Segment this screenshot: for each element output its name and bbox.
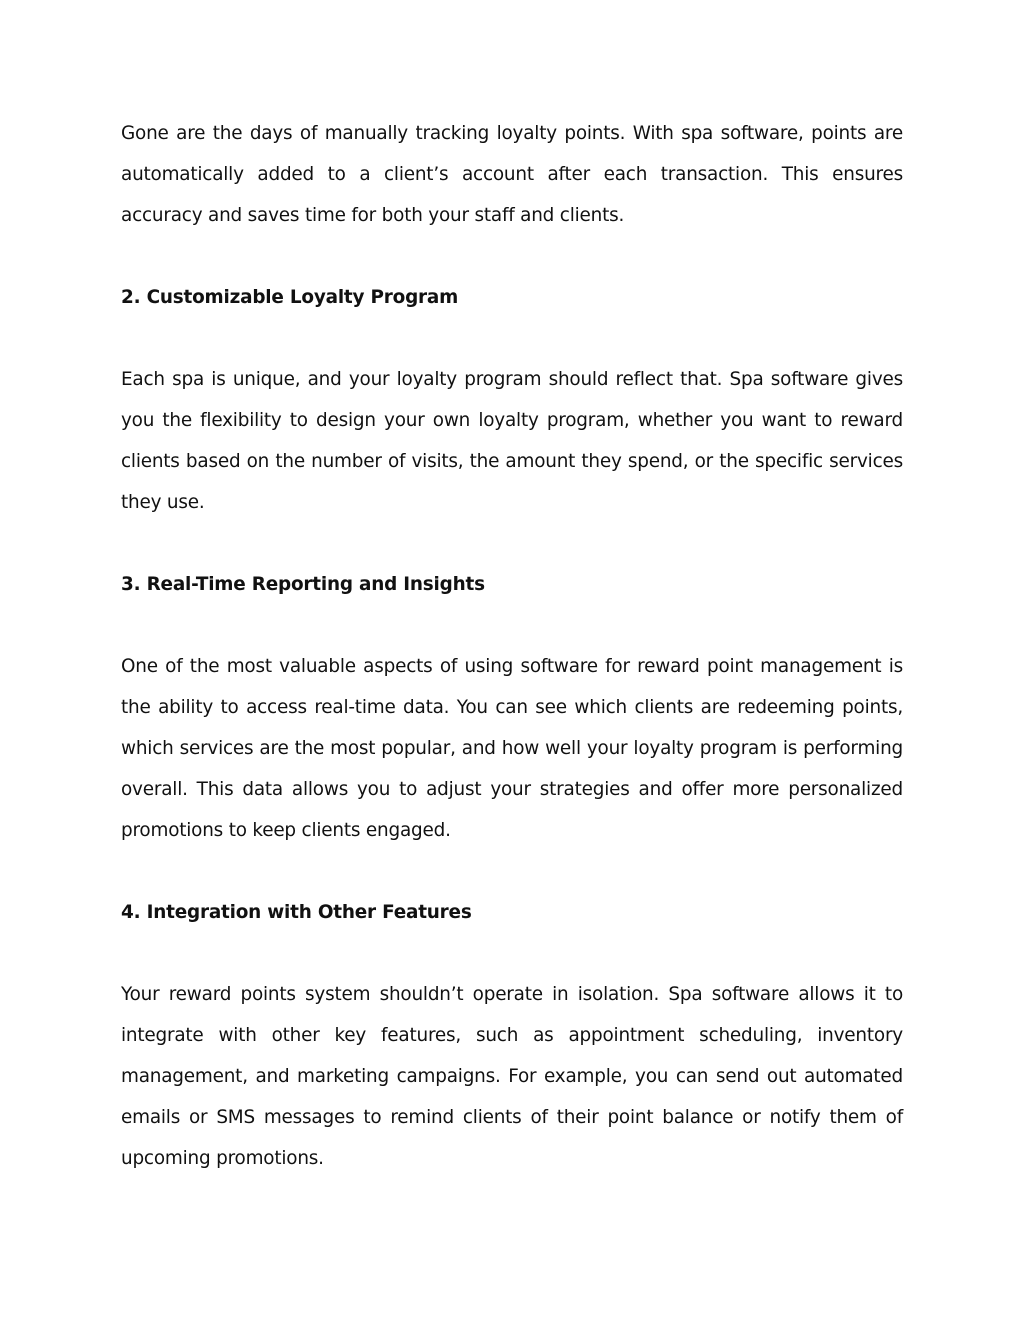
- paragraph-customizable-loyalty-program: Each spa is unique, and your loyalty program should reflect that. Spa software gives you the flexibility to design your own loyalty program, whether you want to reward clients based on the number of visits, the amount they spend, or the specific services they use.: [121, 369, 903, 513]
- paragraph-real-time-reporting: One of the most valuable aspects of using software for reward point management is the ability to access real-time data. You can see which clients are redeeming points, which services are the most popular, and how well your loyalty program is performing overall. This data allows you to adjust your strategies and offer more personalized promotions to keep clients engaged.: [121, 656, 903, 841]
- spacer: [121, 236, 903, 277]
- spacer: [121, 318, 903, 359]
- spacer: [121, 605, 903, 646]
- spacer: [121, 933, 903, 974]
- paragraph-intro: Gone are the days of manually tracking loyalty points. With spa software, points are automatically added to a client’s account after each transaction. This ensures accuracy and saves time for both your staff and clients.: [121, 123, 903, 226]
- spacer: [121, 523, 903, 564]
- paragraph-integration-features: Your reward points system shouldn’t operate in isolation. Spa software allows it to integrate with other key features, such as appointment scheduling, inventory management, and marketing campaigns. For example, you can send out automated emails or SMS messages to remind clients of their point balance or notify them of upcoming promotions.: [121, 984, 903, 1169]
- heading-customizable-loyalty-program: 2. Customizable Loyalty Program: [121, 287, 459, 308]
- spacer: [121, 851, 903, 892]
- heading-real-time-reporting: 3. Real-Time Reporting and Insights: [121, 574, 485, 595]
- document-page: [121, 113, 903, 1179]
- heading-integration-features: 4. Integration with Other Features: [121, 902, 472, 923]
